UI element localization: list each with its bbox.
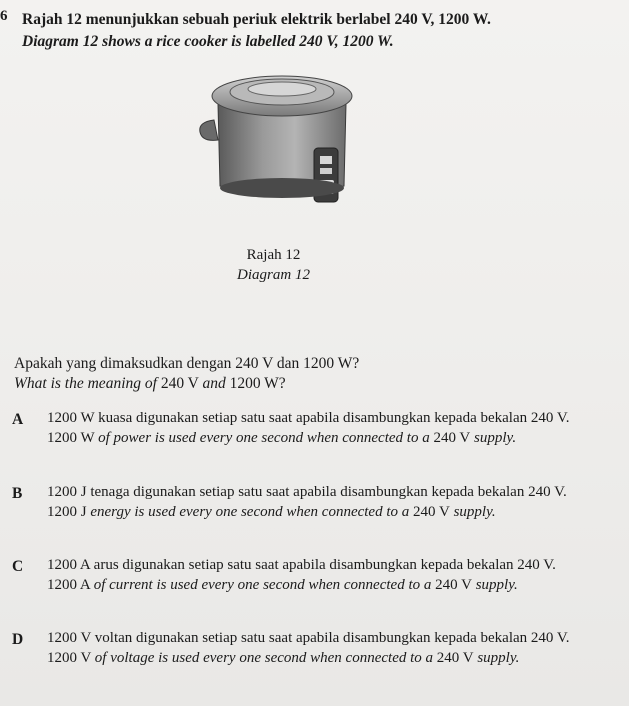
option-a-malay: 1200 W kuasa digunakan setiap satu saat apabila disambungkan kepada bekalan 240 V. — [47, 410, 570, 426]
question-stem-english: Diagram 12 shows a rice cooker is labelled 240 V, 1200 W. — [22, 33, 394, 50]
option-c-malay: 1200 A arus digunakan setiap satu saat apabila disambungkan kepada bekalan 240 V. — [47, 557, 556, 573]
option-a-english: 1200 W of power is used every one second when connected to a 240 V supply. — [47, 430, 517, 446]
option-c[interactable] — [47, 555, 587, 595]
option-d-letter[interactable]: D — [12, 631, 24, 648]
option-c-english: 1200 A of current is used every one second when connected to a 240 V supply. — [47, 577, 518, 593]
option-b-english: 1200 J energy is used every one second when connected to a 240 V supply. — [47, 504, 496, 520]
option-d[interactable] — [47, 628, 587, 668]
figure-caption-english: Diagram 12 — [237, 267, 310, 283]
option-a-letter[interactable]: A — [12, 411, 24, 428]
rice-cooker-image — [196, 58, 368, 218]
option-c-letter[interactable]: C — [12, 558, 24, 575]
question-prompt-english: What is the meaning of 240 V and 1200 W? — [14, 375, 286, 392]
option-b[interactable] — [47, 482, 587, 522]
rice-cooker-drawing — [196, 58, 368, 218]
option-b-letter[interactable]: B — [12, 485, 23, 502]
question-number: 6 — [0, 8, 8, 24]
option-d-english: 1200 V of voltage is used every one second when connected to a 240 V supply. — [47, 650, 520, 666]
option-d-malay: 1200 V voltan digunakan setiap satu saat apabila disambungkan kepada bekalan 240 V. — [47, 630, 570, 646]
option-b-malay: 1200 J tenaga digunakan setiap satu saat apabila disambungkan kepada bekalan 240 V. — [47, 484, 567, 500]
question-stem-malay: Rajah 12 menunjukkan sebuah periuk elektrik berlabel 240 V, 1200 W. — [22, 11, 491, 28]
question-prompt-malay: Apakah yang dimaksudkan dengan 240 V dan 1200 W? — [14, 355, 360, 372]
figure-caption-malay: Rajah 12 — [246, 247, 301, 263]
option-a[interactable] — [47, 408, 587, 448]
